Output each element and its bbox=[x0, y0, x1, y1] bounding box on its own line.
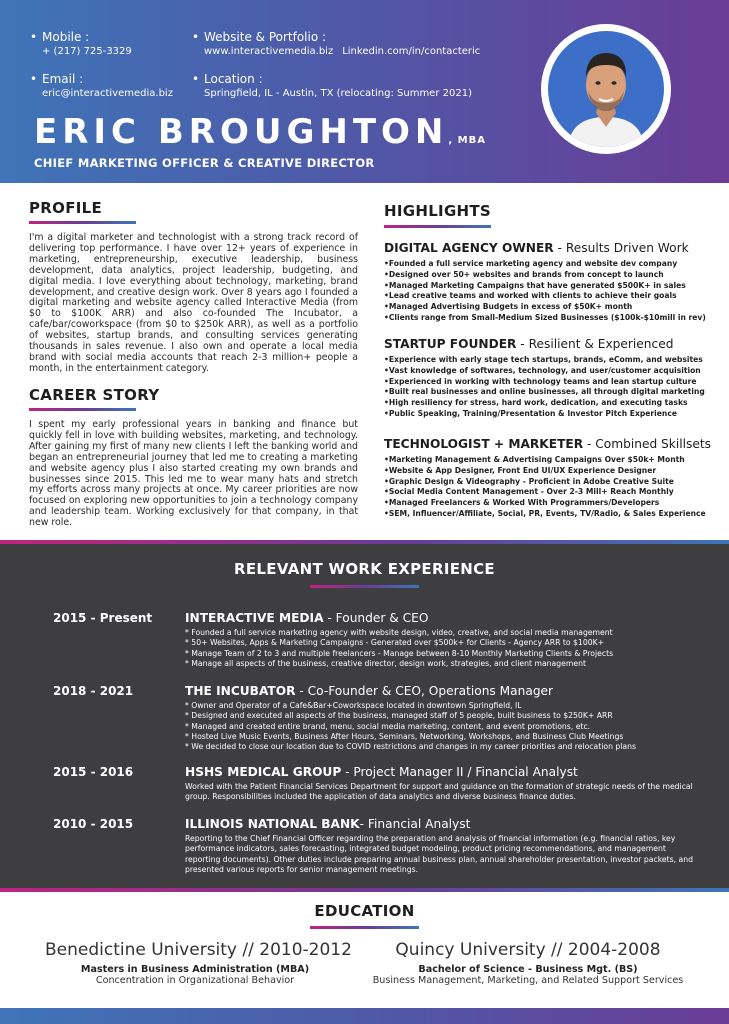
highlight-role: STARTUP FOUNDER bbox=[384, 337, 517, 351]
highlight-group bbox=[384, 241, 714, 324]
linkedin-link[interactable]: Linkedin.com/in/contacteric bbox=[342, 46, 481, 57]
footer-bar bbox=[0, 1008, 729, 1024]
list-item: • Experienced in working with technology teams and lean startup culture bbox=[384, 377, 714, 388]
job-description: Reporting to the Chief Financial Officer regarding the preparation and analysis of financial information (e.g. financial ratios, key performance indicators, sales forecasting, integrated budget modeling, product pricing recommendations, and management reporting documents). Other duties include preparing annual business plan, annual shareholder presentation, investor packets, and presented various reports for senior management meetings. bbox=[185, 834, 693, 874]
career-text: I spent my early professional years in banking and finance but quickly fell in love with building websites, marketing, and technology. After gaining my first of many new clients I left the banking world and began an entrepreneurial journey that led me to creating a marketing and website agency plus I also started creating my own brands and businesses since 2015. This led me to wear many hats and stretch my efforts across many projects at once. My career priorities are now focused on exploring new opportunities to join a technology company and leadership team. Working exclusively for that company, in that new role. bbox=[29, 419, 358, 529]
list-item: • Marketing Management & Advertising Campaigns Over $50k+ Month bbox=[384, 455, 714, 466]
school-name: Benedictine University // 2010-2012 bbox=[45, 940, 352, 960]
list-item: * Owner and Operator of a Cafe&Bar+Coworkspace located in downtown Springfield, IL bbox=[185, 701, 636, 711]
list-item: • Social Media Content Management - Over 2-3 Mill+ Reach Monthly bbox=[384, 487, 714, 498]
contact-mobile bbox=[30, 30, 132, 59]
highlights-heading: HIGHLIGHTS bbox=[384, 202, 492, 220]
profile-photo bbox=[541, 24, 671, 154]
list-item: • High resiliency for stress, hard work, dedication, and executing tasks bbox=[384, 398, 714, 409]
list-item: • Clients range from Small-Medium Sized Businesses ($100k-$10mill in rev) bbox=[384, 313, 714, 324]
list-item: • SEM, Influencer/Affiliate, Social, PR, Events, TV/Radio, & Sales Experience bbox=[384, 509, 714, 520]
contact-location bbox=[192, 72, 472, 101]
person-name bbox=[34, 112, 486, 152]
mobile-value[interactable]: + (217) 725-3329 bbox=[42, 46, 132, 57]
highlight-role: DIGITAL AGENCY OWNER bbox=[384, 241, 554, 255]
highlight-list bbox=[384, 355, 714, 420]
job-role: - Co-Founder & CEO, Operations Manager bbox=[295, 684, 554, 698]
job-heading bbox=[185, 817, 470, 831]
avatar-portrait-icon bbox=[548, 31, 664, 147]
profile-text: I'm a digital marketer and technologist with a strong track record of delivering top performance. I have over 12+ years of experience in marketing, entrepreneurship, executive leadership, business development, data analytics, project leadership, budgeting, and digital media. I love everything about technology, marketing, brand development, and creative design work. Over 8 years ago I founded a digital marketing and website agency called Interactive Media (from $0 to $100K ARR) and also co-founded The Incubator, a cafe/bar/coworkspace (from $0 to $250k ARR), as well as a portfolio of websites, startup brands, and consulting services generating thousands in sales revenue. I also own and operate a local media brand with social media accounts that reach 2-3 million+ people a month, in the entertainment category. bbox=[29, 232, 358, 374]
location-value: Springfield, IL - Austin, TX (relocating: Summer 2021) bbox=[204, 88, 472, 99]
job-duties bbox=[185, 701, 636, 752]
highlight-tagline: - Results Driven Work bbox=[553, 241, 689, 255]
education-heading-underline bbox=[310, 926, 419, 929]
work-heading-underline bbox=[310, 585, 419, 588]
list-item: • Lead creative teams and worked with clients to achieve their goals bbox=[384, 291, 714, 302]
highlight-tagline: - Combined Skillsets bbox=[583, 437, 711, 451]
bullet-icon: • bbox=[30, 72, 38, 86]
job-duties bbox=[185, 628, 613, 669]
highlight-group-title bbox=[384, 337, 714, 351]
list-item: • Experience with early stage tech startups, brands, eComm, and websites bbox=[384, 355, 714, 366]
job-role: - Financial Analyst bbox=[359, 817, 471, 831]
bullet-icon: • bbox=[192, 30, 200, 44]
job-dates: 2015 - Present bbox=[53, 611, 153, 625]
job-heading bbox=[185, 765, 578, 779]
work-heading: RELEVANT WORK EXPERIENCE bbox=[234, 560, 495, 578]
bullet-icon: • bbox=[192, 72, 200, 86]
school-concentration: Concentration in Organizational Behavior bbox=[95, 975, 295, 986]
email-link[interactable]: eric@interactivemedia.biz bbox=[42, 88, 173, 99]
profile-heading: PROFILE bbox=[29, 199, 103, 217]
list-item: • Built real businesses and online businesses, all through digital marketing bbox=[384, 387, 714, 398]
education-heading: EDUCATION bbox=[314, 902, 415, 920]
profile-heading-underline bbox=[29, 221, 136, 224]
section-divider bbox=[0, 888, 729, 892]
list-item: • Graphic Design & Videography - Proficient in Adobe Creative Suite bbox=[384, 477, 714, 488]
list-item: • Designed over 50+ websites and brands from concept to launch bbox=[384, 270, 714, 281]
website-link[interactable]: www.interactivemedia.biz bbox=[204, 46, 334, 57]
highlight-group-title bbox=[384, 241, 714, 255]
job-company: HSHS MEDICAL GROUP bbox=[185, 765, 342, 779]
career-heading: CAREER STORY bbox=[29, 386, 160, 404]
highlight-tagline: - Resilient & Experienced bbox=[516, 337, 674, 351]
list-item: • Managed Marketing Campaigns that have generated $500K+ in sales bbox=[384, 281, 714, 292]
job-company: ILLINOIS NATIONAL BANK bbox=[185, 817, 360, 831]
work-experience-section bbox=[0, 540, 729, 892]
list-item: * Hosted Live Music Events, Business After Hours, Seminars, Networking, Workshops, and Business Club Meetings bbox=[185, 732, 636, 742]
job-description: Worked with the Patient Financial Services Department for support and guidance on the formation of strategic needs of the medical group. Responsibilities included the application of data analytics and diverse business finance duties. bbox=[185, 782, 693, 802]
list-item: * We decided to close our location due to COVID restrictions and changes in my career priorities and relocation plans bbox=[185, 742, 636, 752]
school-entry bbox=[350, 940, 706, 986]
job-dates: 2010 - 2015 bbox=[53, 817, 134, 831]
list-item: • Website & App Designer, Front End UI/UX Experience Designer bbox=[384, 466, 714, 477]
bullet-icon: • bbox=[30, 30, 38, 44]
name-text: ERIC BROUGHTON bbox=[34, 112, 449, 152]
job-heading bbox=[185, 684, 553, 698]
school-name: Quincy University // 2004-2008 bbox=[395, 940, 661, 960]
list-item: * Designed and executed all aspects of the business, managed staff of 5 people, built business to $250K+ ARR bbox=[185, 711, 636, 721]
list-item: * Manage Team of 2 to 3 and multiple freelancers - Manage between 8-10 Monthly Marketing Clients & Projects bbox=[185, 649, 613, 659]
list-item: * 50+ Websites, Apps & Marketing Campaigns - Generated over $500k+ for Clients - Agency ARR to $100K+ bbox=[185, 638, 613, 648]
list-item: • Vast knowledge of softwares, technology, and user/customer acquisition bbox=[384, 366, 714, 377]
list-item: * Managed and created entire brand, menu, social media marketing, content, and event promotions, etc. bbox=[185, 722, 636, 732]
highlight-group-title bbox=[384, 437, 714, 451]
highlight-group bbox=[384, 437, 714, 520]
job-role: - Project Manager II / Financial Analyst bbox=[341, 765, 578, 779]
contact-email bbox=[30, 72, 173, 101]
website-label: Website & Portfolio : bbox=[204, 30, 327, 44]
highlight-role: TECHNOLOGIST + MARKETER bbox=[384, 437, 584, 451]
job-role: - Founder & CEO bbox=[323, 611, 429, 625]
header-banner bbox=[0, 0, 729, 183]
email-label: Email : bbox=[42, 72, 84, 86]
list-item: • Managed Freelancers & Worked With Programmers/Developers bbox=[384, 498, 714, 509]
list-item: • Founded a full service marketing agency and website dev company bbox=[384, 259, 714, 270]
highlight-group bbox=[384, 337, 714, 420]
career-heading-underline bbox=[29, 408, 136, 411]
job-dates: 2018 - 2021 bbox=[53, 684, 134, 698]
section-divider bbox=[0, 540, 729, 544]
highlights-heading-underline bbox=[384, 225, 491, 228]
location-label: Location : bbox=[204, 72, 263, 86]
mobile-label: Mobile : bbox=[42, 30, 90, 44]
list-item: • Managed Advertising Budgets in excess of $50K+ month bbox=[384, 302, 714, 313]
job-dates: 2015 - 2016 bbox=[53, 765, 134, 779]
list-item: * Manage all aspects of the business, creative director, design work, strategies, and client management bbox=[185, 659, 613, 669]
highlight-list bbox=[384, 259, 714, 324]
job-company: INTERACTIVE MEDIA bbox=[185, 611, 324, 625]
list-item: * Founded a full service marketing agency with website design, video, creative, and social media management bbox=[185, 628, 613, 638]
school-concentration: Business Management, Marketing, and Related Support Services bbox=[372, 975, 684, 986]
job-heading bbox=[185, 611, 428, 625]
school-degree: Bachelor of Science - Business Mgt. (BS) bbox=[418, 964, 638, 975]
highlight-list bbox=[384, 455, 714, 520]
list-item: • Public Speaking, Training/Presentation & Investor Pitch Experience bbox=[384, 409, 714, 420]
job-title: CHIEF MARKETING OFFICER & CREATIVE DIRECTOR bbox=[34, 156, 375, 170]
school-degree: Masters in Business Administration (MBA) bbox=[80, 964, 310, 975]
job-company: THE INCUBATOR bbox=[185, 684, 296, 698]
name-suffix: , MBA bbox=[448, 135, 486, 146]
school-entry bbox=[45, 940, 352, 986]
contact-website bbox=[192, 30, 489, 59]
